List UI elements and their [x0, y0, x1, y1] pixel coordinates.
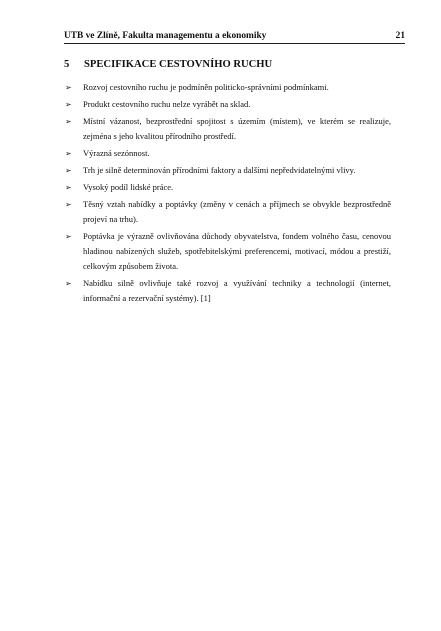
arrow-bullet-icon: ➢ — [65, 183, 72, 192]
list-item — [64, 97, 391, 112]
list-item-text: Poptávka je výrazně ovlivňována důchody obyvatelstva, fondem volného času, cenovou hladinou nabízených služeb, spotřebitelskými preferencemi, motivací, módou a prestiží, celkovým způsobem života. — [83, 231, 391, 271]
bullet-list — [64, 80, 391, 308]
list-item — [64, 197, 391, 227]
list-item — [64, 229, 391, 274]
chapter-title: SPECIFIKACE CESTOVNÍHO RUCHU — [84, 59, 273, 70]
list-item-text: Těsný vztah nabídky a poptávky (změny v cenách a příjmech se obvykle bezprostředně projeví na trhu). — [83, 199, 391, 224]
list-item-text: Výrazná sezónnost. — [83, 148, 150, 158]
chapter-number: 5 — [64, 59, 70, 70]
header-institution: UTB ve Zlíně, Fakulta managementu a ekonomiky — [64, 31, 267, 41]
list-item-text: Trh je silně determinován přírodními faktory a dalšími nepředvidatelnými vlivy. — [83, 165, 356, 175]
list-item-text: Místní vázanost, bezprostřední spojitost s územím (místem), ve kterém se realizuje, zejména s jeho kvalitou přírodního prostředí. — [83, 116, 391, 141]
chapter-heading — [64, 58, 405, 72]
list-item-text: Produkt cestovního ruchu nelze vyrábět na sklad. — [83, 99, 251, 109]
list-item — [64, 80, 391, 95]
list-item — [64, 146, 391, 161]
running-header — [64, 29, 405, 44]
arrow-bullet-icon: ➢ — [65, 83, 72, 92]
list-item-text: Rozvoj cestovního ruchu je podmíněn politicko-správními podmínkami. — [83, 82, 329, 92]
header-page-number: 21 — [395, 31, 405, 41]
list-item — [64, 114, 391, 144]
arrow-bullet-icon: ➢ — [65, 232, 72, 241]
list-item — [64, 163, 391, 178]
arrow-bullet-icon: ➢ — [65, 200, 72, 209]
arrow-bullet-icon: ➢ — [65, 166, 72, 175]
list-item-text: Nabídku silně ovlivňuje také rozvoj a využívání techniky a technologií (internet, informační a rezervační systémy). [1] — [83, 278, 391, 303]
arrow-bullet-icon: ➢ — [65, 117, 72, 126]
arrow-bullet-icon: ➢ — [65, 100, 72, 109]
arrow-bullet-icon: ➢ — [65, 149, 72, 158]
list-item — [64, 180, 391, 195]
list-item — [64, 276, 391, 306]
arrow-bullet-icon: ➢ — [65, 279, 72, 288]
list-item-text: Vysoký podíl lidské práce. — [83, 182, 174, 192]
